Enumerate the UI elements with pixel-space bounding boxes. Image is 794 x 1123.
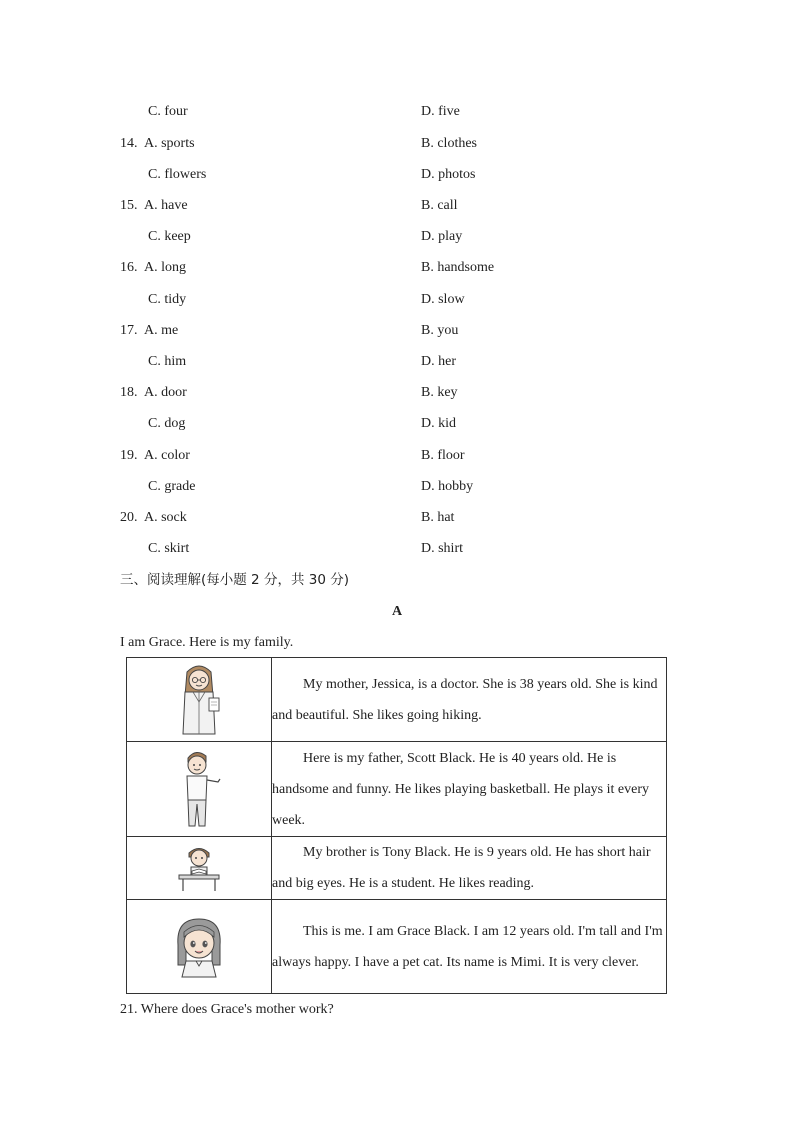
question-number-19: 19. xyxy=(120,448,138,463)
option-d-q18: D. kid xyxy=(421,416,456,431)
grace-description: This is me. I am Grace Black. I am 12 years old. I'm tall and I'm always happy. I have a pet cat. Its name is Mimi. It is very clever. xyxy=(272,923,663,970)
option-b-q14: B. clothes xyxy=(421,136,477,151)
option-d-q13: D. five xyxy=(421,104,460,119)
picture-cell xyxy=(127,658,272,742)
text-cell xyxy=(272,742,667,837)
text-cell xyxy=(272,900,667,994)
option-d-q20: D. shirt xyxy=(421,541,463,556)
passage-intro: I am Grace. Here is my family. xyxy=(120,635,294,650)
option-a-q17: A. me xyxy=(144,323,179,338)
text-cell xyxy=(272,837,667,900)
option-a-q16: A. long xyxy=(144,260,186,275)
picture-cell xyxy=(127,837,272,900)
option-d-q19: D. hobby xyxy=(421,479,474,494)
option-b-q16: B. handsome xyxy=(421,260,495,275)
option-b-q20: B. hat xyxy=(421,510,455,525)
option-b-q15: B. call xyxy=(421,198,458,213)
mother-doctor-icon xyxy=(173,662,225,738)
option-d-q14: D. photos xyxy=(421,167,476,182)
option-a-q18: A. door xyxy=(144,385,187,400)
picture-cell xyxy=(127,742,272,837)
option-c-q19: C. grade xyxy=(148,479,196,494)
section-title: 三、阅读理解(每小题 2 分，共 30 分) xyxy=(120,572,349,588)
option-b-q18: B. key xyxy=(421,385,458,400)
brother-reading-icon xyxy=(175,843,223,893)
girl-smiling-icon xyxy=(172,915,226,979)
option-d-q15: D. play xyxy=(421,229,463,244)
question-number-20: 20. xyxy=(120,510,138,525)
table-row xyxy=(127,900,667,994)
question-number-15: 15. xyxy=(120,198,138,213)
picture-cell xyxy=(127,900,272,994)
option-c-q15: C. keep xyxy=(148,229,191,244)
option-c-q20: C. skirt xyxy=(148,541,190,556)
option-b-q19: B. floor xyxy=(421,448,465,463)
option-c-q17: C. him xyxy=(148,354,187,369)
question-number-17: 17. xyxy=(120,323,138,338)
mother-description: My mother, Jessica, is a doctor. She is 38 years old. She is kind and beautiful. She likes going hiking. xyxy=(272,676,658,723)
option-d-q16: D. slow xyxy=(421,292,465,307)
table-row xyxy=(127,658,667,742)
table-row xyxy=(127,742,667,837)
father-description: Here is my father, Scott Black. He is 40 years old. He is handsome and funny. He likes playing basketball. He plays it every week. xyxy=(272,750,649,828)
option-a-q15: A. have xyxy=(144,198,188,213)
option-c-q14: C. flowers xyxy=(148,167,207,182)
question-number-14: 14. xyxy=(120,136,138,151)
family-table xyxy=(126,657,667,994)
option-a-q14: A. sports xyxy=(144,136,195,151)
brother-description: My brother is Tony Black. He is 9 years old. He has short hair and big eyes. He is a student. He likes reading. xyxy=(272,845,651,891)
text-cell xyxy=(272,658,667,742)
table-row xyxy=(127,837,667,900)
option-a-q20: A. sock xyxy=(144,510,187,525)
option-c-q13: C. four xyxy=(148,104,188,119)
question-21: 21. Where does Grace's mother work? xyxy=(120,1002,334,1017)
question-number-18: 18. xyxy=(120,385,138,400)
option-b-q17: B. you xyxy=(421,323,459,338)
passage-label: A xyxy=(391,604,403,619)
option-a-q19: A. color xyxy=(144,448,190,463)
option-c-q16: C. tidy xyxy=(148,292,187,307)
question-number-16: 16. xyxy=(120,260,138,275)
father-pointing-icon xyxy=(174,748,224,830)
option-c-q18: C. dog xyxy=(148,416,186,431)
option-d-q17: D. her xyxy=(421,354,456,369)
